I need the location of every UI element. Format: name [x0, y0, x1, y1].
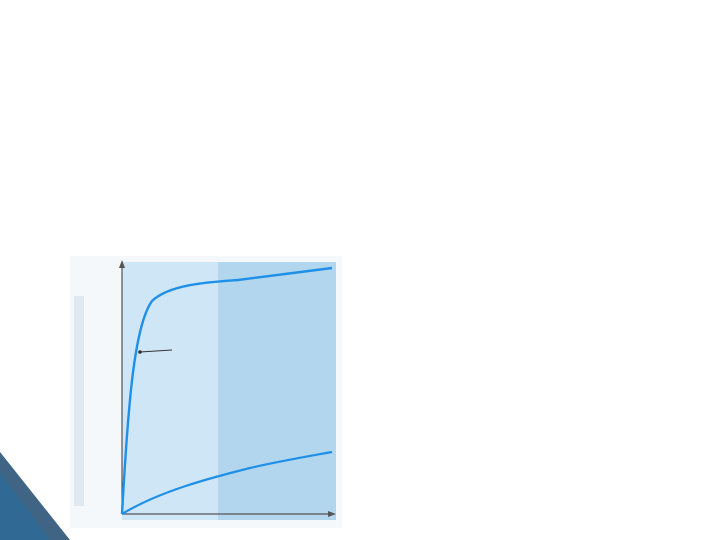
pointer-dot — [138, 350, 142, 354]
left-strip — [74, 296, 84, 506]
saturated-region — [218, 262, 336, 520]
bh-curve-figure — [70, 256, 342, 528]
corner-decoration — [0, 452, 72, 540]
